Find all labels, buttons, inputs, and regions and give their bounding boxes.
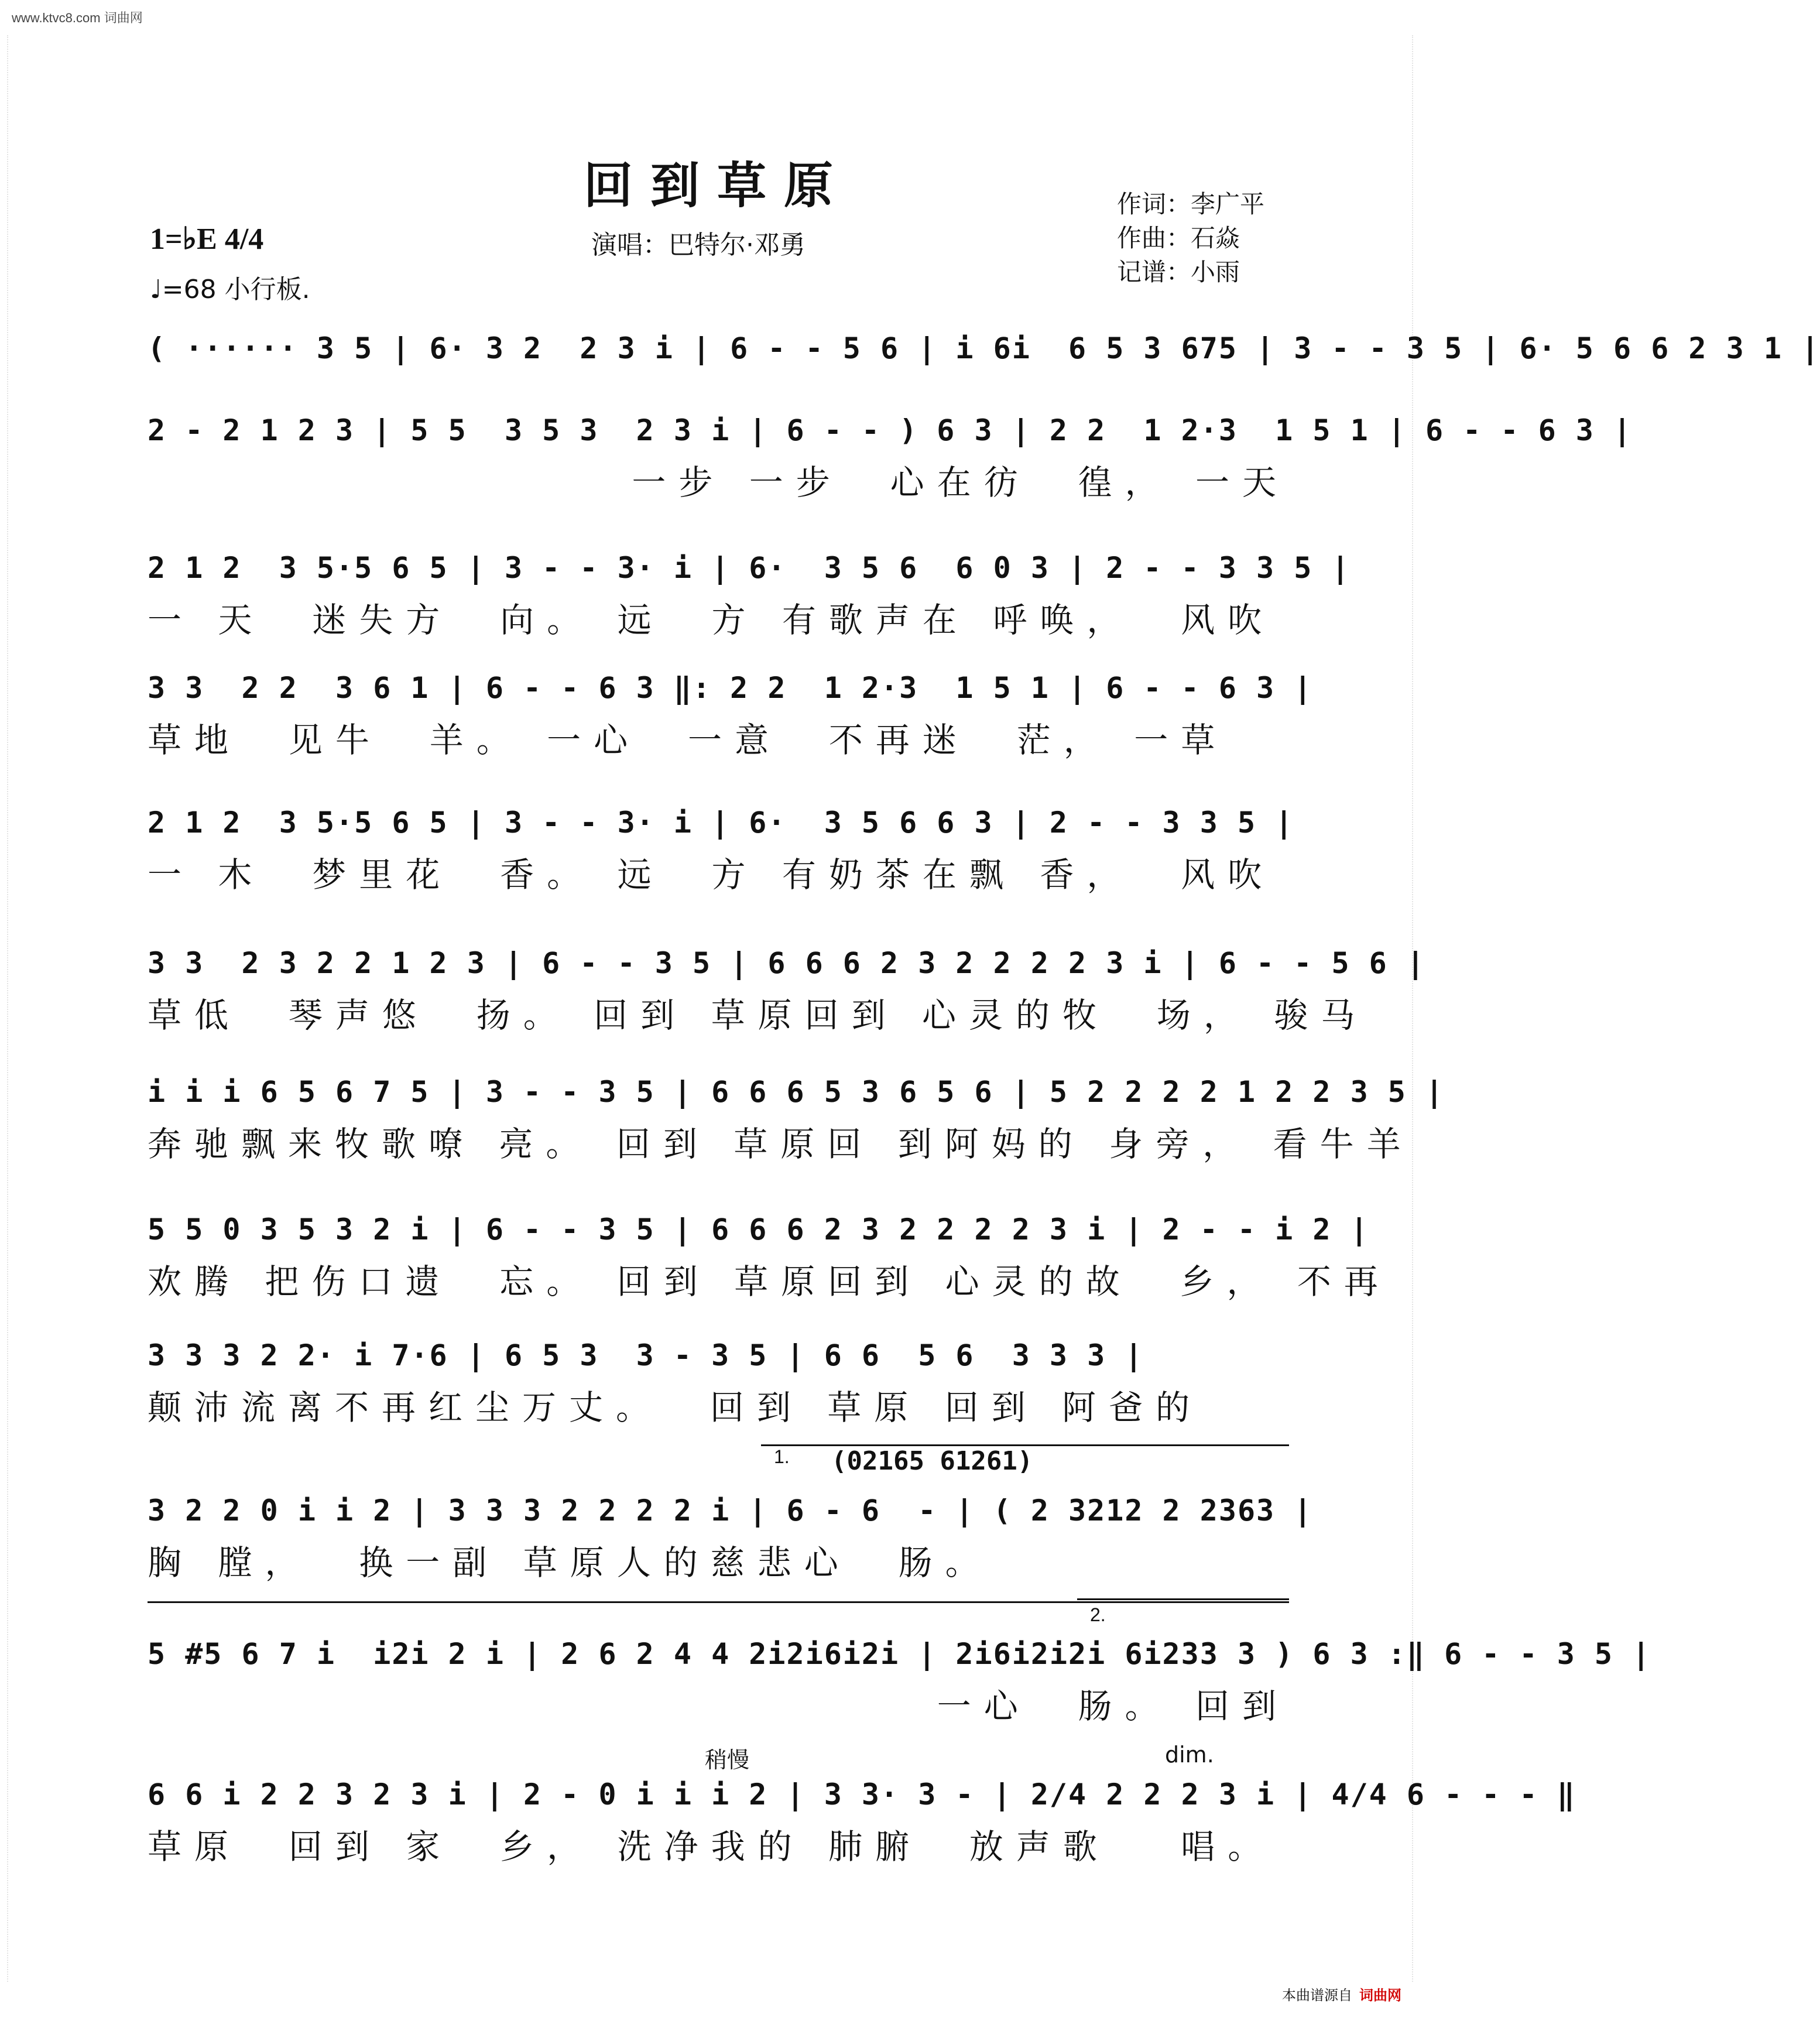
notation-line: 3 3 3 2 2· i 7·6 | 6 5 3 3 - 3 5 | 6 6 5 6 3 3 3 | [148, 1338, 1144, 1372]
notation-line: 5 5 0 3 5 3 2 i | 6 - - 3 5 | 6 6 6 2 3 2 2 2 2 3 i | 2 - - i 2 | [148, 1213, 1369, 1247]
score-row-2 [148, 410, 1633, 506]
lyric-line: 一 木 梦里花 香。 远 方 有奶茶在飘 香， 风吹 [148, 855, 1275, 895]
score-row-10 [148, 1490, 1313, 1586]
score-row-11 [148, 1634, 1651, 1730]
slower-marking: 稍慢 [705, 1747, 750, 1773]
notation-line: 2 1 2 3 5·5 6 5 | 3 - - 3· i | 6· 3 5 6 6 3 | 2 - - 3 3 5 | [148, 806, 1294, 840]
score-row-5 [148, 802, 1294, 898]
notation-line: 2 - 2 1 2 3 | 5 5 3 5 3 2 3 i | 6 - - ) 6 3 | 2 2 1 2·3 1 5 1 | 6 - - 6 3 | [148, 413, 1633, 447]
score-row-7 [148, 1071, 1445, 1167]
score-row-6 [148, 943, 1425, 1039]
score-row-3 [148, 547, 1351, 643]
left-border-strip [7, 35, 22, 1982]
lyricist-credit: 作词：李广平 [1117, 190, 1265, 218]
lyric-line: 一 天 迷失方 向。 远 方 有歌声在 呼唤， 风吹 [148, 600, 1275, 640]
score-row-9 [148, 1335, 1289, 1431]
score-row-4 [148, 667, 1313, 763]
site-logo[interactable]: 词曲网 [1359, 1988, 1401, 2004]
lyric-line: 颠沛流离不再红尘万丈。 回到 草原 回到 阿爸的 [148, 1388, 1203, 1427]
upper-divider-line [148, 1601, 1289, 1603]
score-row-8 [148, 1209, 1391, 1305]
score-row-12 [148, 1774, 1576, 1870]
song-title: 回到草原 [583, 156, 851, 214]
notation-line: 5 #5 6 7 i i2i 2 i | 2 6 2 4 4 2i2i6i2i | 2i6i2i2i 6i233 3 ) 6 3 :‖ 6 - - 3 5 | [148, 1637, 1651, 1671]
composer-credit: 作曲：石焱 [1117, 224, 1240, 252]
transcriber-credit: 记谱：小雨 [1117, 258, 1240, 286]
lyric-line: 欢腾 把伤口遗 忘。 回到 草原回到 心灵的故 乡， 不再 [148, 1262, 1391, 1302]
lyric-line: 奔驰飘来牧歌嘹 亮。 回到 草原回 到阿妈的 身旁， 看牛羊 [148, 1124, 1414, 1164]
singer-credit: 演唱：巴特尔·邓勇 [591, 230, 806, 260]
right-border-strip [1412, 35, 1427, 1982]
notation-line: 2 1 2 3 5·5 6 5 | 3 - - 3· i | 6· 3 5 6 6 0 3 | 2 - - 3 3 5 | [148, 551, 1351, 585]
lyric-line: 一心 肠。 回到 [937, 1686, 1289, 1726]
volta-1-label: 1. [774, 1446, 790, 1467]
volta-1-notes: (02165 61261) [831, 1446, 1033, 1476]
notation-line: 6 6 i 2 2 3 2 3 i | 2 - 0 i i i 2 | 3 3· 3 - | 2/4 2 2 2 3 i | 4/4 6 - - - ‖ [148, 1778, 1576, 1811]
footer-text: 本曲谱源自 [1282, 1988, 1352, 2004]
dim-marking: dim. [1165, 1742, 1214, 1768]
key-signature: 1=♭E 4/4 [150, 222, 264, 256]
lyric-line: 草地 见牛 羊。 一心 一意 不再迷 茫， 一草 [148, 720, 1228, 760]
notation-line: ( ······ 3 5 | 6· 3 2 2 3 i | 6 - - 5 6 | i 6i 6 5 3 675 | 3 - - 3 5 | 6· 5 6 6 2 3 1 | [148, 331, 1820, 365]
tempo-marking: ♩=68 小行板. [150, 275, 310, 304]
lyric-line: 草原 回到 家 乡， 洗净我的 肺腑 放声歌 唱。 [148, 1827, 1275, 1867]
volta-2-bracket [1077, 1598, 1289, 1600]
notation-line: i i i 6 5 6 7 5 | 3 - - 3 5 | 6 6 6 5 3 6 5 6 | 5 2 2 2 2 1 2 2 3 5 | [148, 1075, 1445, 1109]
lyric-line: 草低 琴声悠 扬。 回到 草原回到 心灵的牧 场， 骏马 [148, 995, 1368, 1035]
lyric-line: 一步 一步 心在彷 徨， 一天 [632, 463, 1289, 502]
notation-line: 3 3 2 3 2 2 1 2 3 | 6 - - 3 5 | 6 6 6 2 3 2 2 2 2 3 i | 6 - - 5 6 | [148, 946, 1425, 980]
site-url: www.ktvc8.com 词曲网 [12, 11, 143, 25]
notation-line: 3 3 2 2 3 6 1 | 6 - - 6 3 ‖: 2 2 1 2·3 1 5 1 | 6 - - 6 3 | [148, 671, 1313, 705]
credits-block [1117, 187, 1264, 289]
lyric-line: 胸 膛， 换一副 草原人的慈悲心 肠。 [148, 1543, 992, 1583]
volta-2-label: 2. [1090, 1604, 1106, 1625]
footer-source [1282, 1984, 1401, 2004]
notation-line: 3 2 2 0 i i 2 | 3 3 3 2 2 2 2 i | 6 - 6 - | ( 2 3212 2 2363 | [148, 1494, 1313, 1528]
